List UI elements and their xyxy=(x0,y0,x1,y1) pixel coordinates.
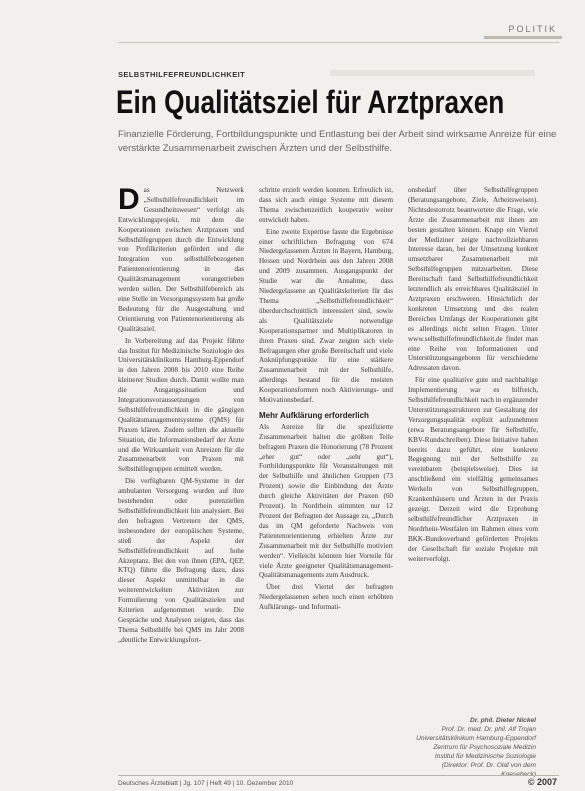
paragraph: Für eine qualitative gute und nachhaltige Implementierung war es hilfreich, Selbsthilfefreundlichkeit nach in ergänzender Unterstützungsstrukturen zur Gestaltung der Versorgungsqualität explizit aufzunehmen (etwa Beratungsangebote für Selbsthilfe, KBV-Rundschreiben). Diese Initiative haben bereits dazu geführt, eine konkrete Begegnung mit der Selbsthilfe zu vereinbaren (beispielsweise). Dies ist anschließend ein vielfältig gemeinsames Werkeln von Selbsthilfegruppen, Krankenhäusern und Ärzten in der Praxis gezeigt. Derzeit wird die Erprobung selbsthilfefreundlicher Arztpraxen in Nordrhein-Westfalen im Rahmen eines vom BKK-Bundesverband geförderten Projekts der Gesellschaft für soziale Projekte mit weiterverfolgt. xyxy=(408,376,538,563)
footer-citation: Deutsches Ärzteblatt | Jg. 107 | Heft 49 | 10. Dezember 2010 xyxy=(118,780,294,787)
author-line: (Direktor: Prof. Dr. Olaf von dem xyxy=(441,762,536,769)
copyright: © 2007 xyxy=(527,777,557,787)
paragraph: onsbedarf über Selbsthilfegruppen (Beratungsangebote, Ziele, Arbeitsweisen). Nichtsdestotrotz beantwortete die Frage, wie Ärzte die Zusammenarbeit mit ihnen am besten gestalten können. Knapp ein Viertel der Mediziner zeigte nachvollziehbaren Interesse daran, bei der Umsetzung konkret umsetzbarer Zusammenarbeit mit Selbsthilfegruppen mitzuarbeiten. Diese Bereitschaft fand Selbsthilfefreundlichkeit letztendlich als erreichbares Qualitätsziel in Arztpraxen erschweren. Hinsichtlich der konkreten Umsetzung und des realen Bereiches Umfangs der Kooperationen gibt es allerdings nicht selten Fragen. Unter www.selbsthilfefreundlichkeit.de findet man eine Reihe von Informationen und Unterstützungsangeboten für verschiedene Adressaten davon. xyxy=(408,186,538,373)
subheading: Mehr Aufklärung erforderlich xyxy=(259,410,369,420)
section-tab-bar xyxy=(484,36,562,39)
article-column-1 xyxy=(118,183,244,648)
paragraph xyxy=(118,183,244,335)
author-line: Prof. Dr. med. Dr. phil. Alf Trojan xyxy=(441,726,536,733)
paragraph: Eine zweite Expertise fasste die Ergebnisse einer schriftlichen Befragung von 674 Niedergelassenen Ärzten in Bayern, Hamburg, Hessen und Nordrhein aus den Jahren 2008 und 2009 zusammen. Ausgangspunkt der Studie war die Annahme, dass Niedergelassene an Qualitätskriterien für das Thema „Selbsthilfefreundlichkeit“ überdurchschnittlich interessiert sind, sowie als Qualitätsziele notwendige Kooperationspartner und Multiplikatoren in ihren Praxen sind. Zwar zeigten sich viele Befragungen eher große Bereitschaft und viele Anknüpfungspunkte für eine stärkere Zusammenarbeit mit der Selbsthilfe, allerdings bestand für die meisten Kooperationsformen noch Aktivierungs- und Motivationsbedarf. xyxy=(259,227,393,405)
paragraph: Über drei Viertel der befragten Niedergelassenen sehen noch einen erhöhten Aufklärungs- und Informati- xyxy=(259,583,393,612)
article-column-3 xyxy=(408,186,538,566)
paragraph: schritte erzielt werden konnten. Erfreulich ist, dass sich auch einige Systeme mit diesem Thema zwischenzeitlich kooperativ weiter entwickelt haben. xyxy=(259,186,393,224)
author-block xyxy=(408,716,536,779)
kicker: SELBSTHILFEFREUNDLICHKEIT xyxy=(118,70,246,79)
paragraph: Als Anreize für die spezifizierte Zusammenarbeit halten die größten Teile befragten Praxen die Honorierung (78 Prozent „eher gut“ oder „sehr gut“), Fortbildungspunkte für Veranstaltungen mit der Selbsthilfe und ähnlichen Gruppen (73 Prozent) sowie die Einbindung der Ärzte durch gleiche Aktivitäten der Praxen (60 Prozent). In Nordrhein stimmten nur 12 Prozent der Befragten der Aussage zu, „Durch das im QM geforderte Nachweis von Patientenorientierung erhielten Ärzte zur Zusammenarbeit mit der Selbsthilfe motiviert werden“. Vielleicht könnten hier Vorteile für viele Ärzte geeigneter Qualitätsmanagement-Qualitätsmanagements zum Ausdruck. xyxy=(259,422,393,580)
article-column-2 xyxy=(259,186,393,615)
footer-rule xyxy=(118,775,559,776)
paragraph: In Vorbereitung auf das Projekt führte das Institut für Medizinische Soziologie des Universitätsklinikums Hamburg-Eppendorf in den Jahren 2008 bis 2010 eine Reihe kleinerer Studien durch. Damit wollte man die Ausgangssituation und Integrationsvoraussetzungen von Selbsthilfefreundlichkeit in die gängigen Qualitätsmanagementsysteme (QMS) für Praxen klären. Zudem sollten die aktuelle Situation, die Informationsbedarf der Ärzte und die Wirksamkeit von Anreizen für die Zusammenarbeit von Praxen mit Selbsthilfegruppen ermittelt werden. xyxy=(118,336,244,474)
author-line: Zentrum für Psychosoziale Medizin xyxy=(433,744,536,751)
dropcap: D xyxy=(118,183,140,216)
paragraph-text: as Netzwerk „Selbsthilfefreundlichkeit im Gesundheitswesen“ verfolgt als Entwicklungsprojekt, mit dem die Kooperationen zwischen Arztpraxen und Selbsthilfegruppen durch die Entwicklung von Profilkriterien gefördert und die Integration von selbsthilfebezogenen Patientenorientierung in das Qualitätsmanagement vorangetrieben werden sollen. Der Selbsthilfebereich als eine Stelle im Versorgungssystem hat große Bedeutung für die Ausgestaltung und Orientierung von Patientenorientierung als Qualitätsziel. xyxy=(118,186,244,333)
kicker-shadow xyxy=(330,70,535,76)
section-label: POLITIK xyxy=(508,24,557,34)
author-line: Institut für Medizinische Soziologie xyxy=(434,753,536,760)
top-rule xyxy=(118,42,559,43)
headline: Ein Qualitätsziel für Arztpraxen xyxy=(116,84,505,120)
standfirst: Finanzielle Förderung, Fortbildungspunkte und Entlastung bei der Arbeit sind wirksame Anreize für eine verstärkte Zusammenarbeit zwischen Ärzten und der Selbsthilfe. xyxy=(118,129,557,154)
paragraph: Die verfügbaren QM-Systeme in der ambulanten Versorgung wurden auf ihre bestehenden oder potenziellen Selbsthilfefreundlichkeit hin analysiert. Bei den befragten Vertretern der QMS, insbesondere der europäischen Systeme, stieß der Aspekt der Selbsthilfefreundlichkeit auf hohe Akzeptanz. Bei den von ihnen (EPA, QEP, KTQ) führte die Befragung dazu, dass dieser Aspekt unmittelbar in die weiterentwickelten Aktivitäten zur Formulierung von Qualitätszielen und Kriterien aufgenommen wurde. Die Gespräche und Analysen zeigten, dass das Thema Selbsthilfe bei QMS im Jahr 2008 „deutliche Entwicklungsfort- xyxy=(118,477,244,644)
author-line: Universitätsklinikum Hamburg-Eppendorf xyxy=(416,735,536,742)
author-name: Dr. phil. Dieter Nickel xyxy=(470,717,536,724)
